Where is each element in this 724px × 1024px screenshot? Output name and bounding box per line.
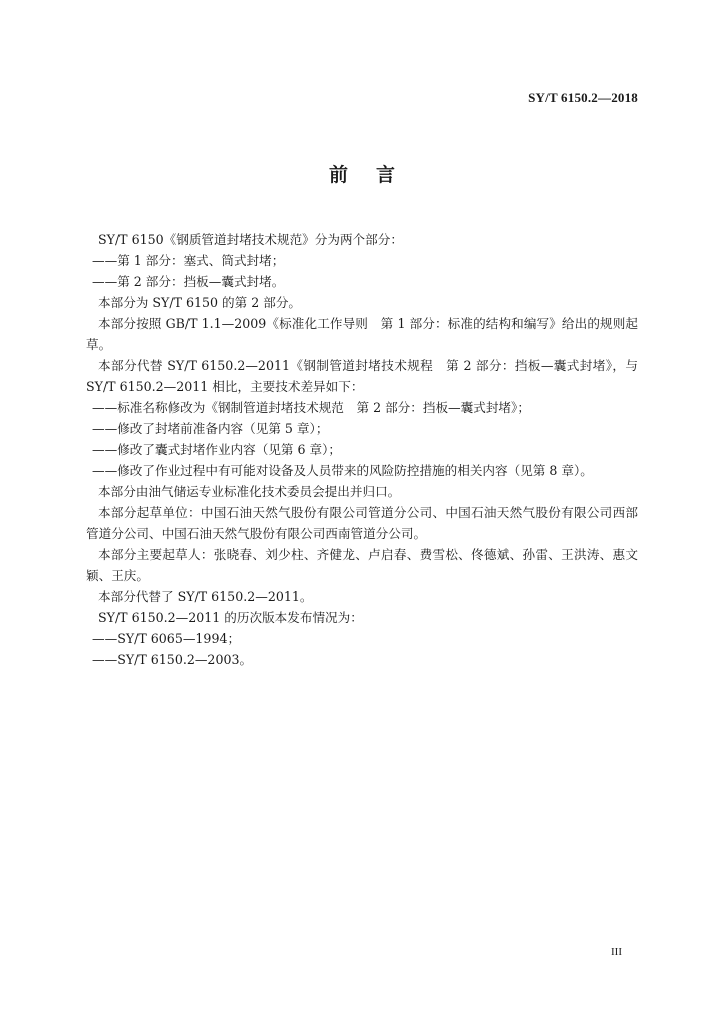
list-item: ——第 2 部分：挡板—囊式封堵。: [92, 274, 285, 289]
paragraph: 本部分为 SY/T 6150 的第 2 部分。: [98, 295, 302, 310]
list-item: ——修改了封堵前准备内容（见第 5 章）；: [92, 421, 329, 436]
paragraph: 本部分代替了 SY/T 6150.2—2011。: [98, 589, 313, 604]
standard-number: SY/T 6150.2—2018: [528, 90, 638, 105]
paragraph: 本部分由油气储运专业标准化技术委员会提出并归口。: [98, 484, 401, 499]
list-item: ——标准名称修改为《钢制管道封堵技术规范 第 2 部分：挡板—囊式封堵》；: [92, 400, 530, 415]
list-item: ——第 1 部分：塞式、筒式封堵；: [92, 253, 285, 268]
paragraph: 本部分起草单位：中国石油天然气股份有限公司管道分公司、中国石油天然气股份有限公司西部管道分公司、中国石油天然气股份有限公司西南管道分公司。: [86, 505, 638, 541]
paragraph: 本部分代替 SY/T 6150.2—2011《钢制管道封堵技术规程 第 2 部分：挡板—囊式封堵》，与 SY/T 6150.2—2011 相比，主要技术差异如下：: [86, 358, 638, 394]
list-item: ——SY/T 6150.2—2003。: [92, 652, 253, 667]
list-item: ——SY/T 6065—1994；: [92, 631, 241, 646]
paragraph: 本部分按照 GB/T 1.1—2009《标准化工作导则 第 1 部分：标准的结构和编写》给出的规则起草。: [86, 316, 638, 352]
page-title: 前言: [328, 164, 423, 186]
paragraph-intro: SY/T 6150《钢质管道封堵技术规范》分为两个部分：: [98, 232, 403, 247]
paragraph: SY/T 6150.2—2011 的历次版本发布情况为：: [98, 610, 363, 625]
page-number: III: [611, 946, 622, 958]
list-item: ——修改了作业过程中有可能对设备及人员带来的风险防控措施的相关内容（见第 8 章）。: [92, 463, 593, 478]
paragraph: 本部分主要起草人：张晓春、刘少柱、齐健龙、卢启春、费雪松、佟德斌、孙雷、王洪涛、惠文颖、王庆。: [86, 547, 638, 583]
list-item: ——修改了囊式封堵作业内容（见第 6 章）；: [92, 442, 342, 457]
foreword-body: [86, 229, 638, 670]
